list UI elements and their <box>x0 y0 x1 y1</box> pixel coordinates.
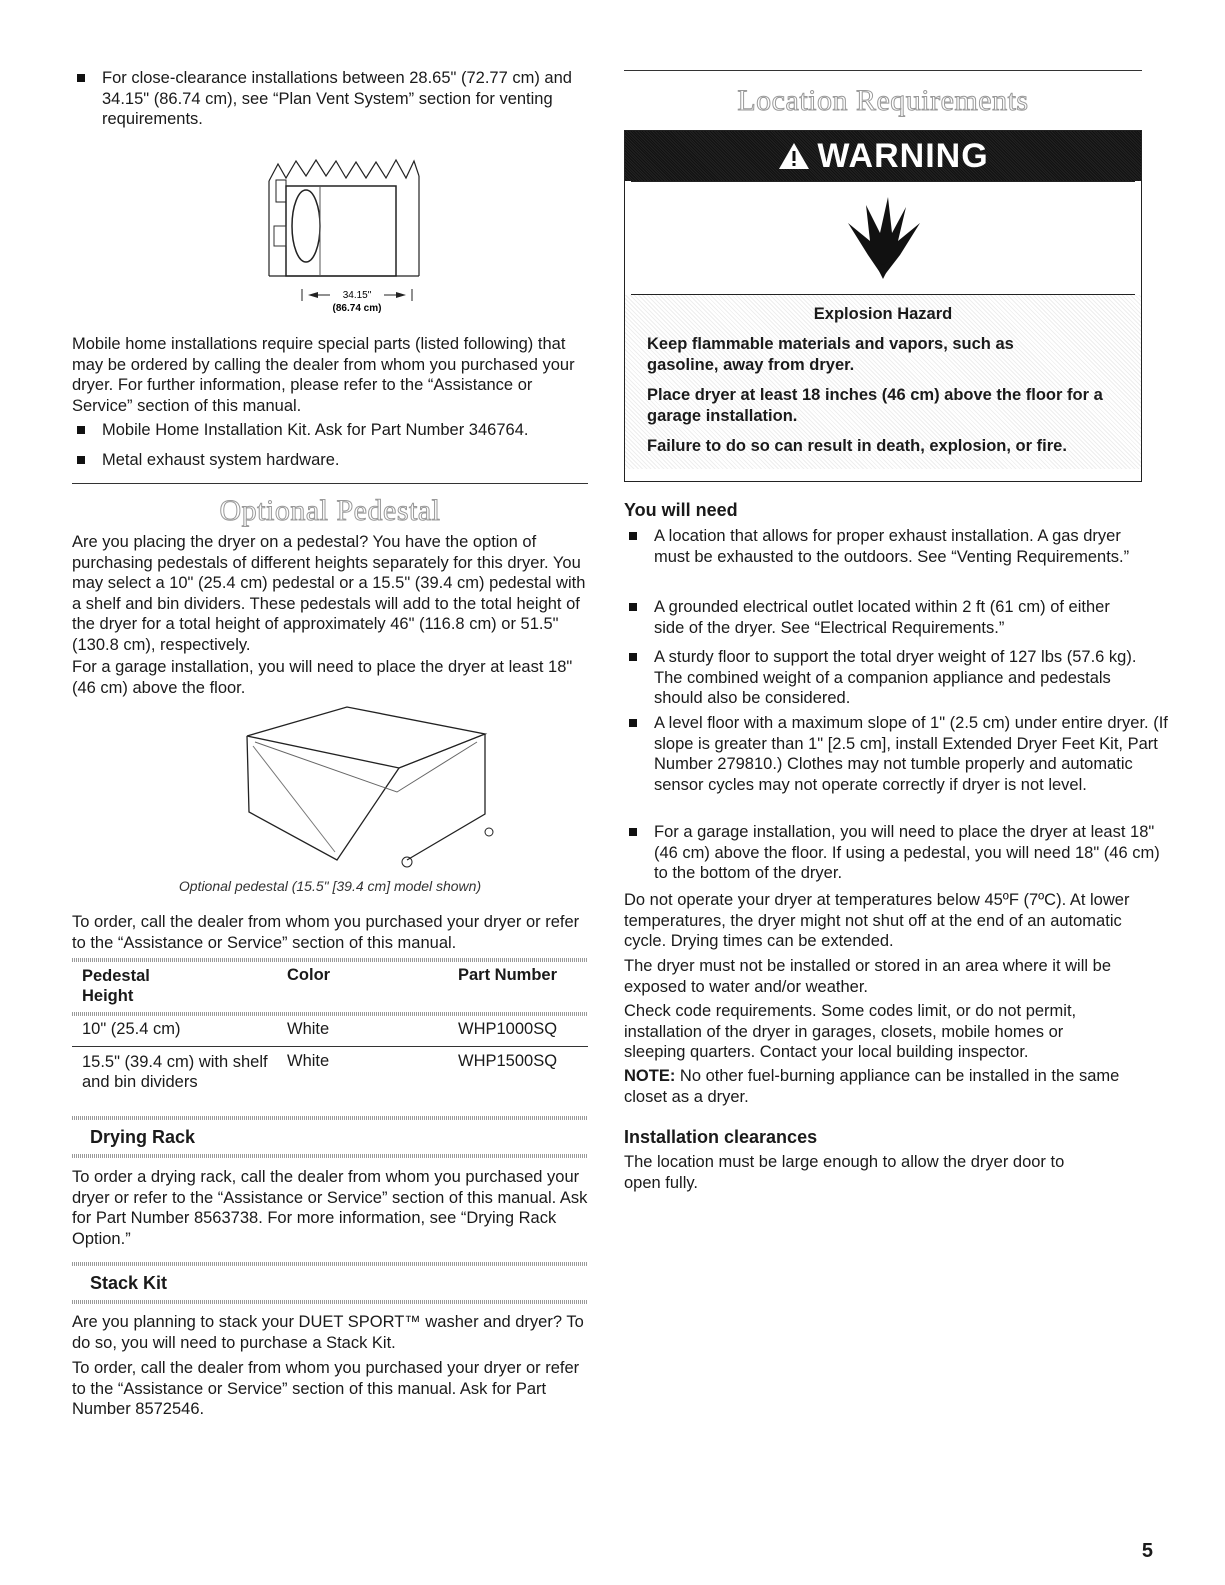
drying-rack-border <box>72 1154 588 1158</box>
table-bottom-border <box>72 1116 588 1120</box>
clearances-paragraph: The location must be large enough to allow the dryer door to open fully. <box>624 1153 1065 1192</box>
warning-triangle-icon <box>777 141 811 171</box>
table-header-height: Pedestal Height <box>82 967 150 1005</box>
warning-line-3: Failure to do so can result in death, explosion, or fire. <box>647 437 1067 455</box>
table-row-divider <box>72 1046 588 1047</box>
pedestal-paragraph-1: Are you placing the dryer on a pedestal? You have the option of purchasing pedestals of different heights separately for this dryer. You may select a 10" (25.4 cm) pedestal or a 15.5" (39.4 cm) pedestal with a shelf and bin dividers. These pedestals will add to the total height of the dryer for a total height of approximately 46" (116.8 cm) or 51.5" (130.8 cm), respectively. <box>72 533 586 654</box>
close-clearance-bullet: For close-clearance installations between 28.65" (72.77 cm) and 34.15" (86.74 cm), see “Plan Vent System” section for venting requirements. <box>72 68 618 130</box>
warning-text-area <box>625 295 1141 469</box>
drying-rack-paragraph: To order a drying rack, call the dealer from whom you purchased your dryer or refer to the “Assistance or Service” section of this manual. Ask for Part Number 8563738. For more information, see “Drying Rack Option.” <box>72 1168 588 1248</box>
explosion-symbol-area <box>631 181 1135 295</box>
table-cell: White <box>287 1020 330 1038</box>
page-number: 5 <box>1141 1540 1153 1562</box>
table-cell: 10" (25.4 cm) <box>82 1020 181 1038</box>
stack-kit-top-border <box>72 1262 588 1266</box>
mobile-bullet-1: Mobile Home Installation Kit. Ask for Part Number 346764. <box>72 420 618 441</box>
section-divider <box>72 483 588 484</box>
stack-kit-paragraph-2: To order, call the dealer from whom you purchased your dryer or refer to the “Assistance or Service” section of this manual. Ask for Part Number 8572546. <box>72 1359 580 1418</box>
stack-kit-border <box>72 1300 588 1304</box>
mobile-bullet-2: Metal exhaust system hardware. <box>72 450 618 471</box>
stack-kit-paragraph-1: Are you planning to stack your DUET SPORT™ washer and dryer? To do so, you will need to purchase a Stack Kit. <box>72 1313 584 1352</box>
need-bullet-4: A level floor with a maximum slope of 1" (2.5 cm) under entire dryer. (If slope is greater than 1" [2.5 cm], install Extended Dryer Feet Kit, Part Number 279810.) Clothes may not tumble properly and automatic sensor cycles may not operate correctly if dryer is not level. <box>624 713 1170 795</box>
table-header-border <box>72 1012 588 1016</box>
table-header-part: Part Number <box>458 966 558 984</box>
temperature-paragraph: Do not operate your dryer at temperatures below 45ºF (7ºC). At lower temperatures, the dryer might not shut off at the end of an automatic cycle. Drying times can be extended. <box>624 891 1130 950</box>
table-header-color: Color <box>287 966 331 984</box>
pedestal-caption: Optional pedestal (15.5" [39.4 cm] model shown) <box>178 878 482 894</box>
warning-line-1: Keep flammable materials and vapors, such as gasoline, away from dryer. <box>647 335 1014 374</box>
drying-rack-title: Drying Rack <box>90 1127 196 1147</box>
warning-box <box>624 130 1142 482</box>
table-top-border <box>72 958 588 962</box>
optional-pedestal-title: Optional Pedestal <box>219 494 441 527</box>
table-cell: WHP1000SQ <box>458 1020 558 1038</box>
location-requirements-title: Location Requirements <box>737 84 1029 117</box>
pedestal-figure <box>227 702 517 872</box>
need-bullet-2: A grounded electrical outlet located within 2 ft (61 cm) of either side of the dryer. See “Electrical Requirements.” <box>624 597 1144 638</box>
table-cell: WHP1500SQ <box>458 1052 558 1070</box>
section-divider <box>624 70 1142 71</box>
code-requirements-paragraph: Check code requirements. Some codes limit, or do not permit, installation of the dryer in garages, closets, mobile homes or sleeping quarters. Contact your local building inspector. <box>624 1002 1077 1061</box>
need-bullet-5: For a garage installation, you will need to place the dryer at least 18" (46 cm) above the floor. If using a pedestal, you will need 18" (46 cm) to the bottom of the dryer. <box>624 822 1170 884</box>
need-bullet-3: A sturdy floor to support the total dryer weight of 127 lbs (57.6 kg). The combined weight of a companion appliance and pedestals should also be considered. <box>624 647 1154 709</box>
warning-line-2: Place dryer at least 18 inches (46 cm) above the floor for a garage installation. <box>647 386 1103 425</box>
warning-banner-label: WARNING <box>817 136 989 175</box>
pedestal-paragraph-2: For a garage installation, you will need to place the dryer at least 18" (46 cm) above the floor. <box>72 658 573 697</box>
installation-clearances-title: Installation clearances <box>624 1127 818 1147</box>
explosion-hazard-label: Explosion Hazard <box>813 305 953 323</box>
water-weather-paragraph: The dryer must not be installed or stored in an area where it will be exposed to water and/or weather. <box>624 957 1111 996</box>
figure-dim-cm: (86.74 cm) <box>332 303 382 314</box>
note-paragraph <box>624 1066 1124 1107</box>
mobile-home-paragraph: Mobile home installations require special parts (listed following) that may be ordered by calling the dealer from whom you purchased your dryer. For further information, please refer to the “Assistance or Service” section of this manual. <box>72 335 575 415</box>
table-cell: White <box>287 1052 330 1070</box>
you-will-need-title: You will need <box>624 500 738 520</box>
explosion-icon <box>838 193 928 283</box>
need-bullet-1: A location that allows for proper exhaust installation. A gas dryer must be exhausted to the outdoors. See “Venting Requirements.” <box>624 526 1144 567</box>
note-label: NOTE: <box>624 1067 676 1085</box>
stack-kit-title: Stack Kit <box>90 1273 168 1293</box>
note-text: No other fuel-burning appliance can be installed in the same closet as a dryer. <box>624 1067 1120 1106</box>
closet-installation-figure <box>264 156 434 316</box>
pedestal-order-paragraph: To order, call the dealer from whom you purchased your dryer or refer to the “Assistance or Service” section of this manual. <box>72 913 580 952</box>
warning-banner <box>625 131 1141 181</box>
figure-dim-inches: 34.15" <box>342 290 372 301</box>
table-cell: 15.5" (39.4 cm) with shelf and bin dividers <box>82 1053 268 1091</box>
